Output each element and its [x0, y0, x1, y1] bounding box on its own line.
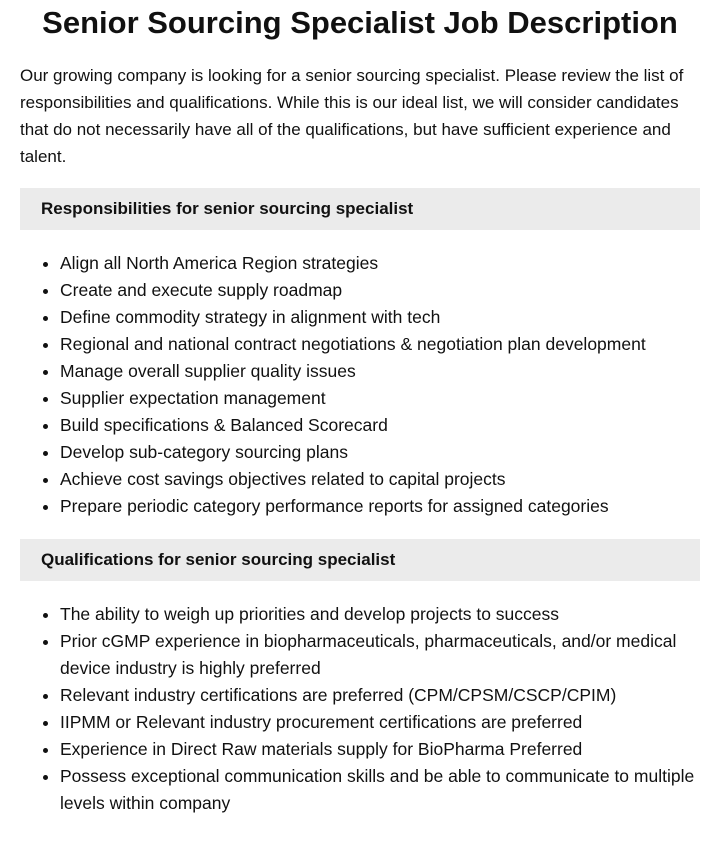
list-item: • Supplier expectation management — [60, 385, 700, 412]
qualifications-heading: Qualifications for senior sourcing specialist — [20, 539, 700, 581]
list-item: • Manage overall supplier quality issues — [60, 358, 700, 385]
list-item: • Achieve cost savings objectives related to capital projects — [60, 466, 700, 493]
list-item: • The ability to weigh up priorities and develop projects to success — [60, 601, 700, 628]
list-item: • Align all North America Region strategies — [60, 250, 700, 277]
list-item: • Define commodity strategy in alignment with tech — [60, 304, 700, 331]
responsibilities-list — [20, 250, 700, 520]
list-item: • Relevant industry certifications are preferred (CPM/CPSM/CSCP/CPIM) — [60, 682, 700, 709]
qualifications-list — [20, 601, 700, 817]
list-item: • IIPMM or Relevant industry procurement certifications are preferred — [60, 709, 700, 736]
list-item: • Build specifications & Balanced Scorecard — [60, 412, 700, 439]
list-item: • Experience in Direct Raw materials supply for BioPharma Preferred — [60, 736, 700, 763]
list-item: • Prepare periodic category performance reports for assigned categories — [60, 493, 700, 520]
list-item: • Possess exceptional communication skills and be able to communicate to multiple levels within company — [60, 763, 700, 817]
list-item: • Regional and national contract negotiations & negotiation plan development — [60, 331, 700, 358]
responsibilities-heading: Responsibilities for senior sourcing specialist — [20, 188, 700, 230]
page-title: Senior Sourcing Specialist Job Description — [42, 5, 678, 40]
intro-text: Our growing company is looking for a senior sourcing specialist. Please review the list of responsibilities and qualifications. While this is our ideal list, we will consider candidates that do not necessarily have all of the qualifications, but have sufficient experience and talent. — [20, 66, 684, 166]
list-item: • Prior cGMP experience in biopharmaceuticals, pharmaceuticals, and/or medical device industry is highly preferred — [60, 628, 700, 682]
list-item: • Develop sub-category sourcing plans — [60, 439, 700, 466]
list-item: • Create and execute supply roadmap — [60, 277, 700, 304]
